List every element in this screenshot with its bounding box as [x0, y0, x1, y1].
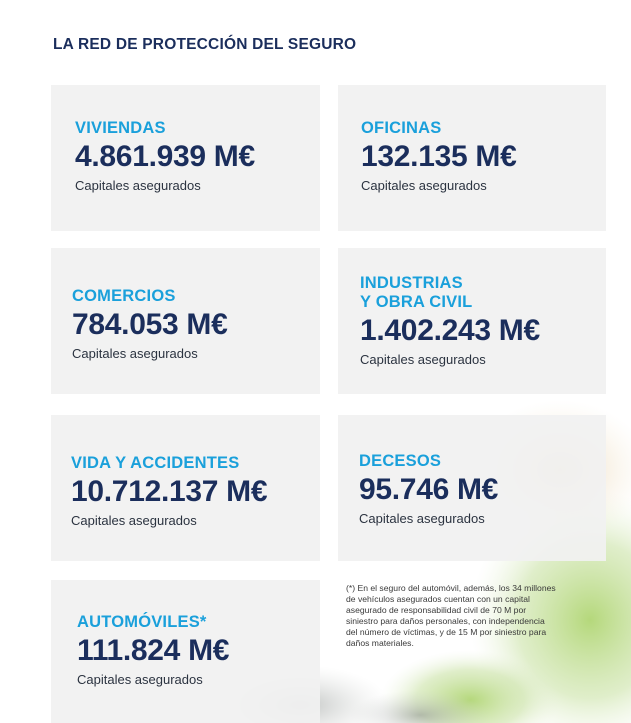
card-title-line-1: INDUSTRIAS	[360, 274, 463, 292]
stat-card-automoviles	[51, 580, 320, 723]
card-title: COMERCIOS	[72, 287, 176, 305]
card-value: 132.135 M€	[361, 140, 517, 173]
card-title: VIDA Y ACCIDENTES	[71, 454, 240, 472]
card-title: OFICINAS	[361, 119, 442, 137]
card-caption: Capitales asegurados	[75, 178, 201, 193]
card-value: 111.824 M€	[77, 634, 230, 667]
card-caption: Capitales asegurados	[77, 672, 203, 687]
card-value: 784.053 M€	[72, 308, 228, 341]
card-caption: Capitales asegurados	[360, 352, 486, 367]
stat-card-vida-y-accidentes	[51, 415, 320, 561]
card-caption: Capitales asegurados	[361, 178, 487, 193]
card-caption: Capitales asegurados	[359, 511, 485, 526]
stat-card-comercios	[51, 248, 320, 394]
card-value: 10.712.137 M€	[71, 475, 268, 508]
page-title: LA RED DE PROTECCIÓN DEL SEGURO	[53, 36, 357, 53]
card-caption: Capitales asegurados	[72, 346, 198, 361]
card-title	[360, 274, 606, 312]
automobile-footnote: (*) En el seguro del automóvil, además, los 34 millones de vehículos asegurados cuentan con un capital asegurado de responsabilidad civil de 70 M por siniestro para daños personales, con independencia del número de víctimas, y de 15 M por siniestro para daños materiales.	[346, 583, 556, 648]
card-caption: Capitales asegurados	[71, 513, 197, 528]
card-value: 95.746 M€	[359, 473, 499, 506]
stat-card-oficinas	[338, 85, 606, 231]
card-title: AUTOMÓVILES*	[77, 613, 207, 631]
card-value: 4.861.939 M€	[75, 140, 255, 173]
card-title: DECESOS	[359, 452, 442, 470]
stat-card-industrias	[338, 248, 606, 394]
stat-card-viviendas	[51, 85, 320, 231]
card-title-line-2: Y OBRA CIVIL	[360, 293, 473, 311]
card-value: 1.402.243 M€	[360, 314, 540, 347]
card-title: VIVIENDAS	[75, 119, 166, 137]
stat-card-decesos	[338, 415, 606, 561]
